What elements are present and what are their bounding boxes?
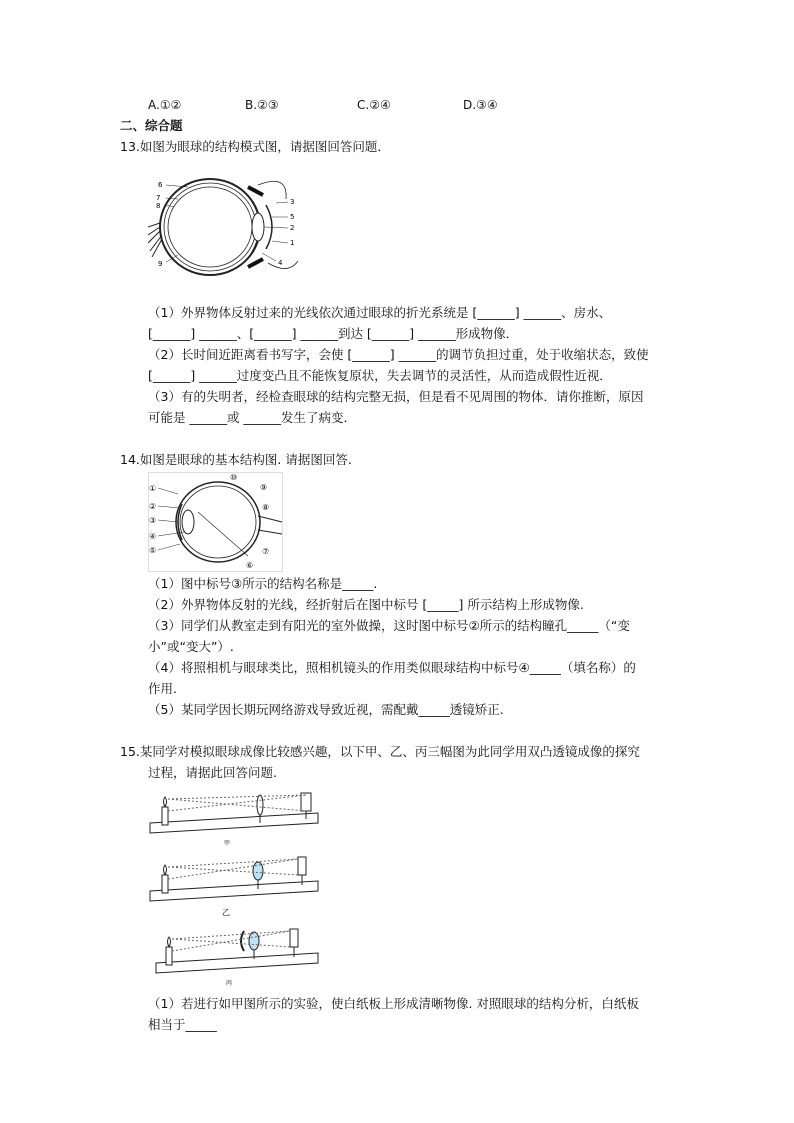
label-8: 8 bbox=[156, 202, 161, 210]
caption-bing: 丙 bbox=[226, 980, 233, 987]
label-6: 6 bbox=[158, 181, 163, 189]
setup-bing bbox=[156, 929, 318, 987]
q13-stem: 13.如图为眼球的结构模式图，请据图回答问题． bbox=[120, 139, 390, 154]
label-3: 3 bbox=[290, 198, 295, 206]
section-title: 二、综合题 bbox=[120, 118, 183, 133]
label-9: 9 bbox=[158, 260, 163, 268]
q14-line-1: （1）图中标号③所示的结构名称是_____. bbox=[148, 576, 378, 591]
label-5: ⑤ bbox=[149, 546, 157, 555]
label-4: ④ bbox=[149, 532, 157, 541]
q13-line-2: [______] ______、[______] ______到达 [______] ______形成物像． bbox=[148, 326, 519, 341]
option-a: A.①② bbox=[148, 98, 182, 112]
q14-line-2: （2）外界物体反射的光线，经折射后在图中标号 [_____] 所示结构上形成物像. bbox=[148, 597, 584, 612]
eyeball-diagram-14 bbox=[148, 472, 283, 572]
q15-line-2: 相当于_____ bbox=[148, 1017, 217, 1032]
q14-line-6: 作用. bbox=[148, 681, 177, 696]
q15-stem-1: 15.某同学对模拟眼球成像比较感兴趣，以下甲、乙、丙三幅图为此同学用双凸透镜成像的探究 bbox=[120, 744, 640, 759]
caption-yi: 乙 bbox=[222, 908, 230, 917]
label-2: 2 bbox=[290, 224, 295, 232]
label-9: ⑨ bbox=[260, 483, 268, 492]
label-1: 1 bbox=[290, 239, 295, 247]
label-5: 5 bbox=[290, 213, 295, 221]
q14-stem: 14.如图是眼球的基本结构图. 请据图回答. bbox=[120, 452, 352, 467]
label-10: ⑩ bbox=[230, 473, 238, 482]
lens-experiment-figure bbox=[148, 785, 328, 990]
caption-jia: 甲 bbox=[224, 840, 231, 847]
label-7: ⑦ bbox=[262, 547, 270, 556]
label-2: ② bbox=[149, 502, 157, 511]
q14-line-7: （5）某同学因长期玩网络游戏导致近视，需配戴_____透镜矫正. bbox=[148, 702, 504, 717]
label-7: 7 bbox=[156, 194, 161, 202]
q13-line-4: [______] ______过度变凸且不能恢复原状，失去调节的灵活性，从而造成假性近视． bbox=[148, 368, 612, 383]
q15-line-1: （1）若进行如甲图所示的实验，使白纸板上形成清晰物像. 对照眼球的结构分析，白纸板 bbox=[148, 996, 639, 1011]
label-3: ③ bbox=[149, 516, 157, 525]
label-8: ⑧ bbox=[262, 503, 270, 512]
q13-line-3: （2）长时间近距离看书写字，会使 [______] ______的调节负担过重，处于收缩状态，致使 bbox=[148, 347, 649, 362]
label-4: 4 bbox=[278, 259, 283, 267]
option-d: D.③④ bbox=[463, 98, 498, 112]
option-b: B.②③ bbox=[245, 98, 279, 112]
eyeball-diagram-13 bbox=[148, 165, 308, 280]
q15-stem-2: 过程，请据此回答问题. bbox=[148, 765, 277, 780]
option-c: C.②④ bbox=[357, 98, 391, 112]
q14-line-4: 小”或“变大”）. bbox=[148, 639, 234, 654]
setup-jia bbox=[150, 793, 318, 847]
label-1: ① bbox=[149, 484, 157, 493]
label-6: ⑥ bbox=[246, 561, 254, 570]
q13-line-1: （1）外界物体反射过来的光线依次通过眼球的折光系统是 [______] ______、房水、 bbox=[148, 305, 612, 320]
setup-yi bbox=[150, 857, 318, 917]
q13-line-5: （3）有的失明者，经检查眼球的结构完整无损，但是看不见周围的物体．请你推断，原因 bbox=[148, 389, 644, 404]
q13-line-6: 可能是 ______或 ______发生了病变． bbox=[148, 410, 356, 425]
q14-line-3: （3）同学们从教室走到有阳光的室外做操，这时图中标号②所示的结构瞳孔_____（“变 bbox=[148, 618, 630, 633]
q14-line-5: （4）将照相机与眼球类比，照相机镜头的作用类似眼球结构中标号④_____（填名称）的 bbox=[148, 660, 636, 675]
